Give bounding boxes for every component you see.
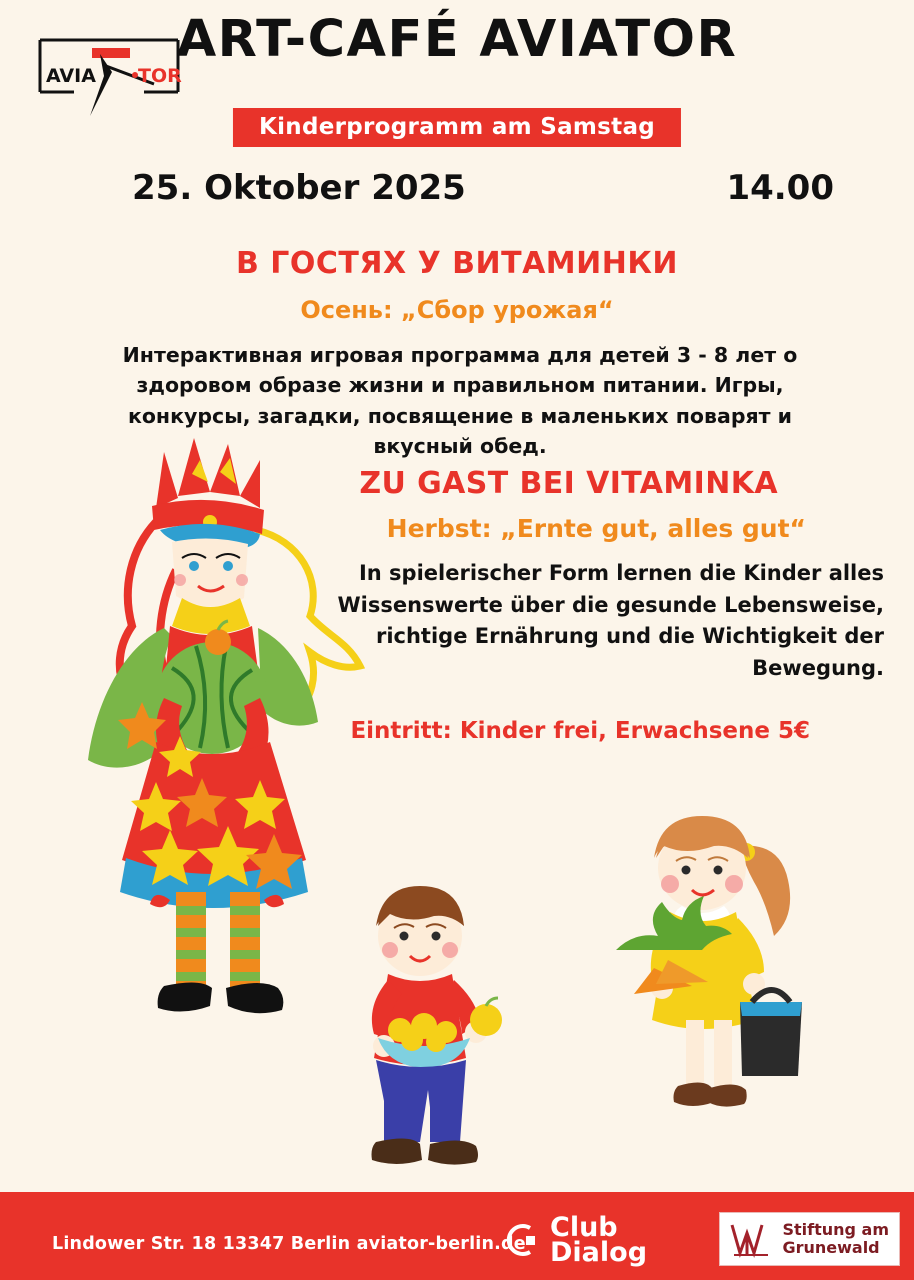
logo-text-left: AVIA [46, 65, 96, 87]
footer-address-text: Lindower Str. 18 13347 Berlin [52, 1234, 351, 1254]
event-time: 14.00 [726, 168, 834, 208]
footer-website-link[interactable]: aviator-berlin.de [356, 1234, 526, 1254]
partner-stiftung-am-grunewald[interactable] [719, 1212, 900, 1266]
logo-text-right: TOR [138, 65, 182, 87]
stiftung-label [782, 1221, 889, 1257]
footer-band [0, 1192, 914, 1280]
event-date: 25. Oktober 2025 [132, 168, 466, 208]
german-heading: ZU GAST BEI VITAMINKA [359, 466, 778, 501]
girl-with-carrots-illustration [590, 800, 820, 1130]
stiftung-w-logo-icon [728, 1219, 774, 1259]
russian-heading: В ГОСТЯХ У ВИТАМИНКИ [235, 246, 678, 281]
partner-club-dialog[interactable] [500, 1211, 648, 1269]
subtitle-band: Kinderprogramm am Samstag [233, 108, 681, 147]
boy-with-apples-illustration [330, 870, 530, 1180]
stiftung-line2: Grunewald [782, 1238, 880, 1257]
page-title: ART-CAFÉ AVIATOR [176, 10, 738, 69]
stiftung-line1: Stiftung am [782, 1220, 889, 1240]
club-dialog-line2: Dialog [550, 1237, 648, 1269]
russian-body: Интерактивная игровая программа для детей 3 - 8 лет о здоровом образе жизни и правильном питании. Игры, конкурсы, загадки, посвящение в маленьких поварят и вкусный обед. [122, 343, 798, 458]
club-dialog-line1: Club [550, 1211, 618, 1243]
club-dialog-logo-icon [500, 1220, 540, 1260]
admission-price: Eintritt: Kinder frei, Erwachsene 5€ [350, 718, 810, 744]
german-subheading: Herbst: „Ernte gut, alles gut“ [386, 514, 806, 543]
footer-address [52, 1234, 526, 1254]
german-body: In spielerischer Form lernen die Kinder alles Wissenswerte über die gesunde Lebensweise, richtige Ernährung und die Wichtigkeit der Bewegung. [337, 561, 884, 680]
club-dialog-label [550, 1211, 648, 1269]
russian-subheading: Осень: „Сбор урожая“ [300, 296, 614, 324]
